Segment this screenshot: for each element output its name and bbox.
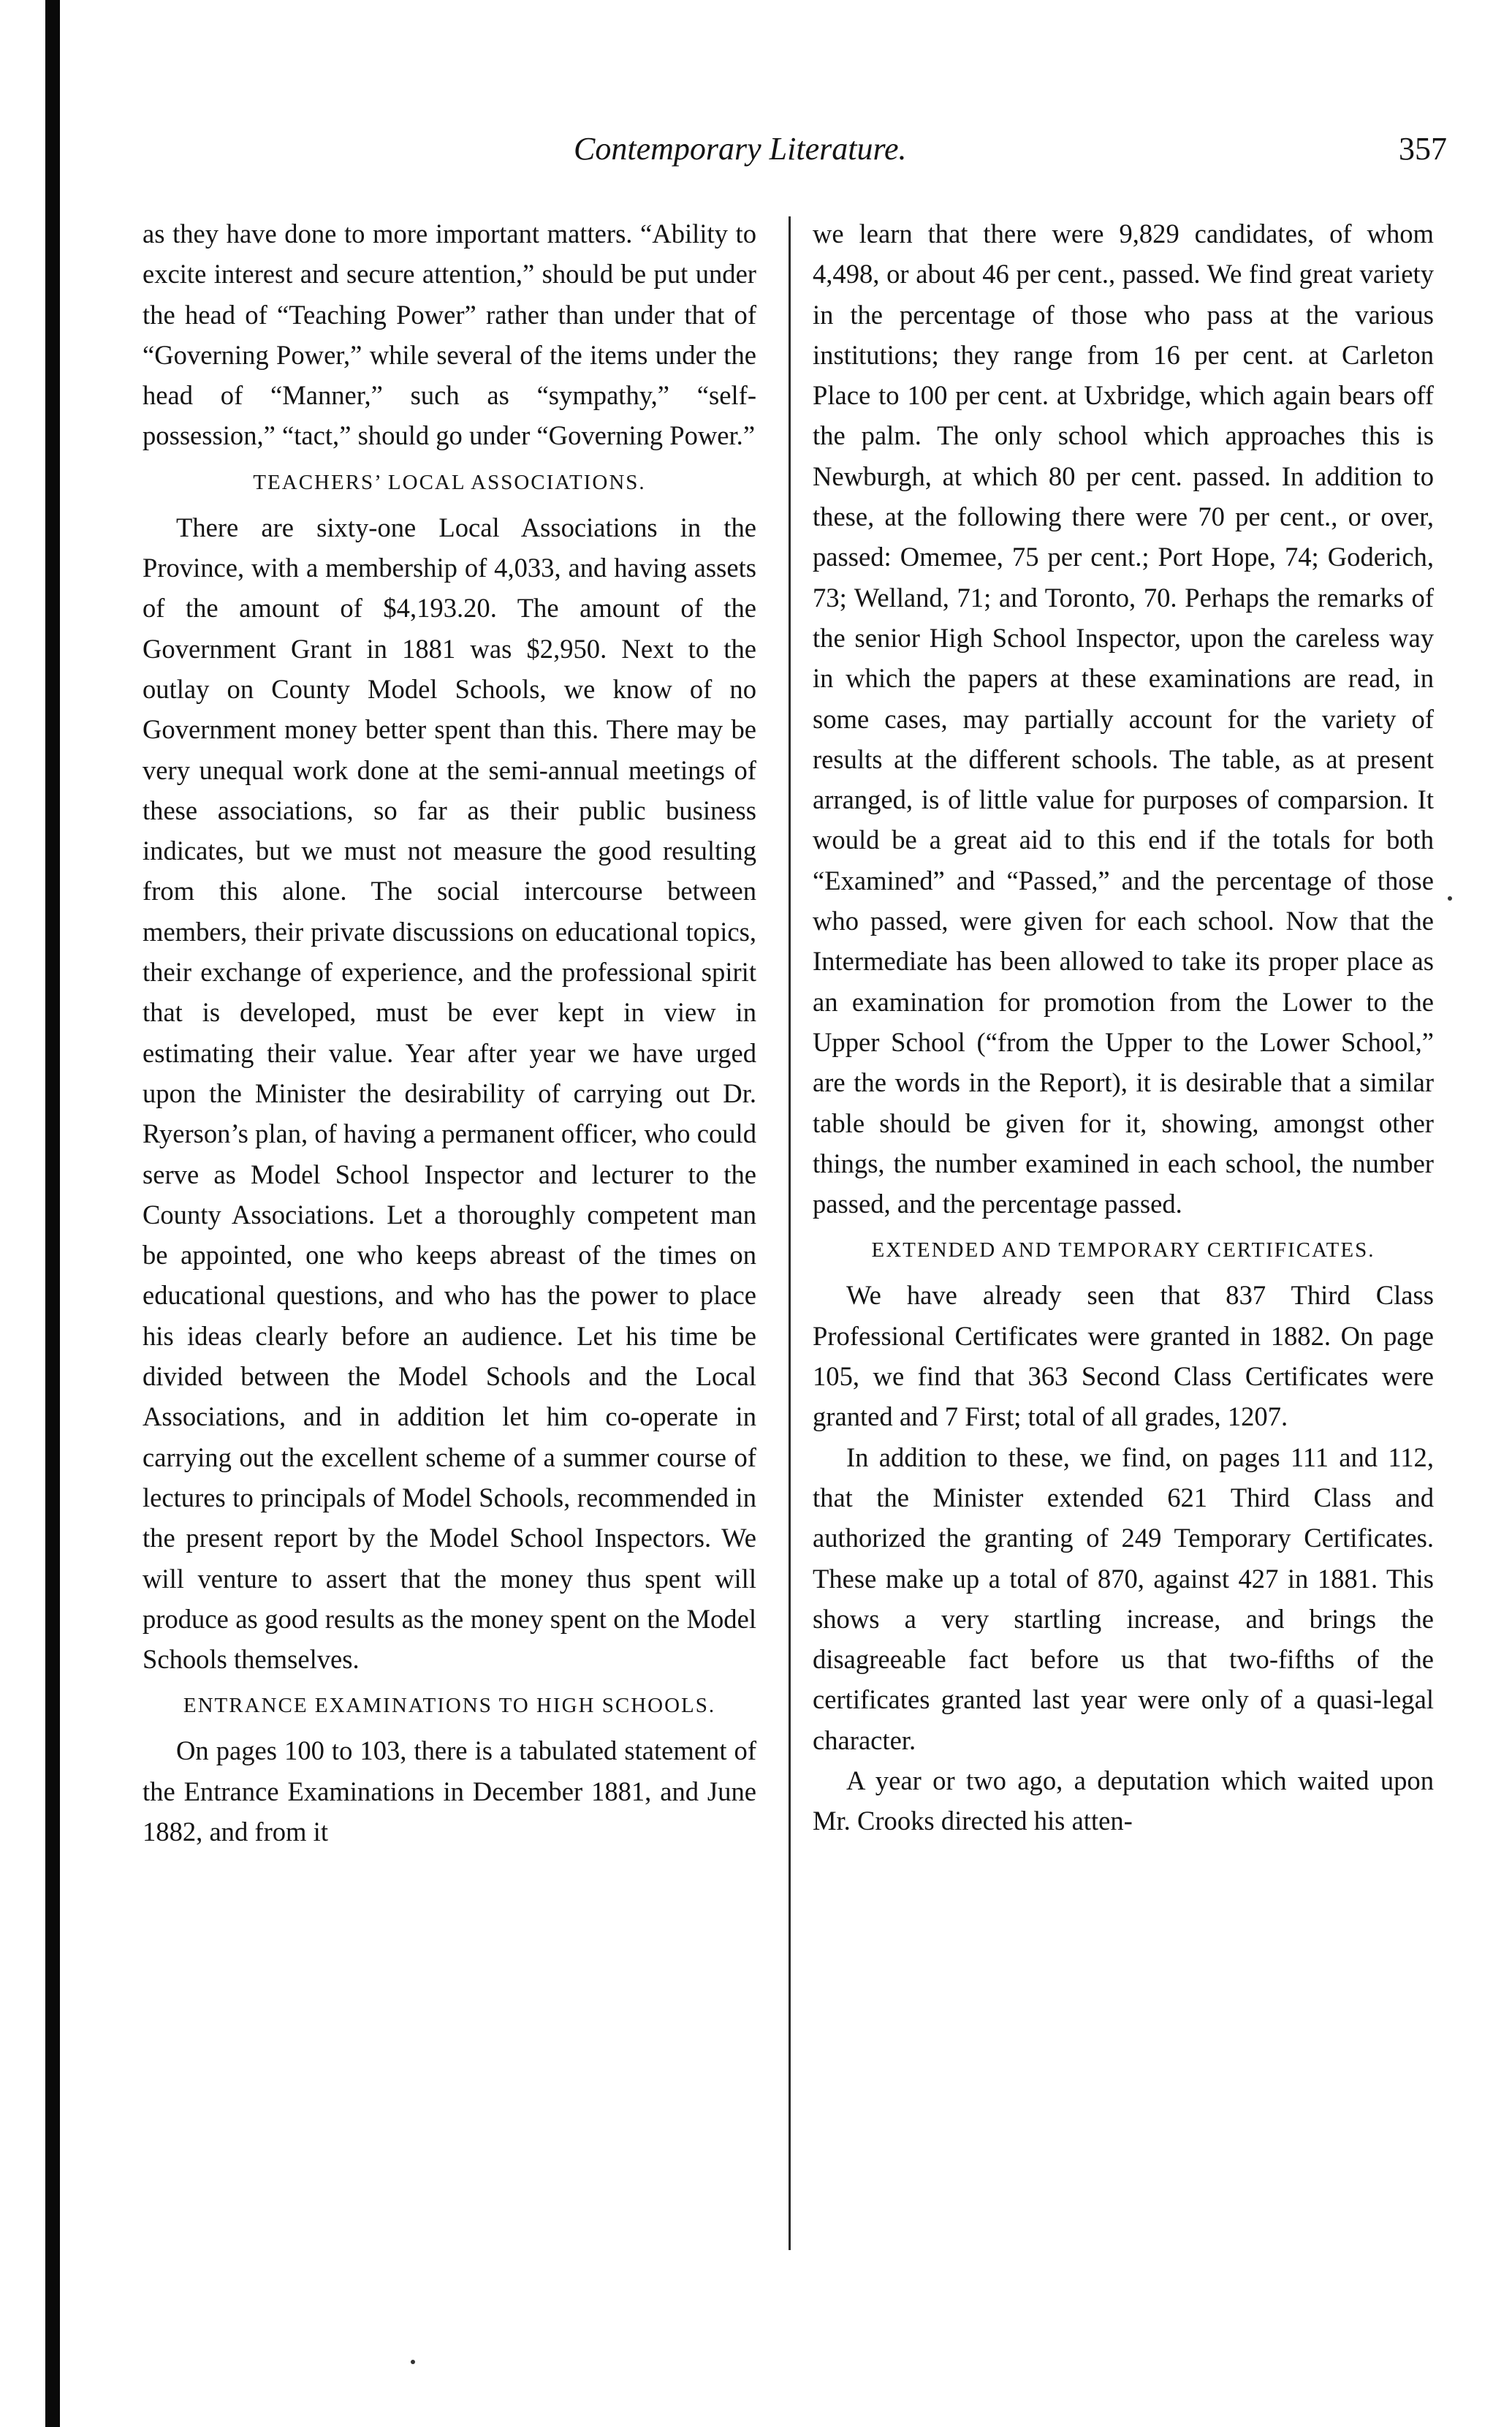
column-divider	[789, 216, 791, 2250]
scan-speck	[1448, 896, 1452, 901]
running-title: Contemporary Literature.	[574, 131, 907, 167]
paragraph-continuation: as they have done to more important matters. “Ability to excite interest and secure attention,” should be put under the head of “Teaching Power” rather than under that of “Governing Power,” while several of the items under the head of “Manner,” such as “sympathy,” “self-possession,” “tact,” should go under “Governing Power.”	[143, 219, 756, 451]
paragraph-local-associations: There are sixty-one Local Associations in the Province, with a membership of 4,033, and having assets of the amount of $4,193.20. The amount of the Government Grant in 1881 was $2,950. Next to the outlay on County Model Schools, we know of no Government money better spent than this. There may be very unequal work done at the semi-annual meetings of these associations, so far as their public business indicates, but we must not measure the good resulting from this alone. The social intercourse between members, their private discussions on educational topics, their exchange of experience, and the professional spirit that is developed, must be ever kept in view in estimating their value. Year after year we have urged upon the Minister the desirability of carrying out Dr. Ryerson’s plan, of having a permanent officer, who could serve as Model School Inspector and lecturer to the County Associations. Let a thoroughly competent man be appointed, one who keeps abreast of the times on educational questions, and who has the power to place his ideas clearly before an audience. Let his time be divided between the Model Schools and the Local Associations, and in addition let him co-operate in carrying out the excellent scheme of a summer course of lectures to principals of Model Schools, recommended in the present report by the Model School Inspectors. We will venture to assert that the money thus spent will produce as good results as the money spent on the Model Schools themselves.	[143, 512, 756, 1675]
left-column	[143, 213, 756, 1852]
right-column	[813, 213, 1434, 1841]
page-number: 357	[1399, 131, 1447, 167]
section-heading-certificates: EXTENDED AND TEMPORARY CERTIFICATES.	[871, 1238, 1375, 1262]
paragraph-deputation: A year or two ago, a deputation which waited upon Mr. Crooks directed his atten-	[813, 1765, 1434, 1836]
running-head	[132, 130, 1447, 181]
scan-speck	[411, 2360, 415, 2364]
paragraph-candidates: we learn that there were 9,829 candidates, of whom 4,498, or about 46 per cent., passed. We find great variety in the percentage of those who pass at the various institutions; they range from 16 per cent. at Carleton Place to 100 per cent. at Uxbridge, which again bears off the palm. The only school which approaches this is Newburgh, at which 80 per cent. passed. In addition to these, at the following there were 70 per cent., or over, passed: Omemee, 75 per cent.; Port Hope, 74; Goderich, 73; Welland, 71; and Toronto, 70. Perhaps the remarks of the senior High School Inspector, upon the careless way in which the papers at these examinations are read, in some cases, may partially account for the variety of results at the different schools. The table, as at present arranged, is of little value for purposes of comparsion. It would be a great aid to this end if the totals for both “Examined” and “Passed,” and the percentage of those who passed, were given for each school. Now that the Intermediate has been allowed to take its proper place as an examination for promotion from the Lower to the Upper School (“from the Upper to the Lower School,” are the words in the Report), it is desirable that a similar table should be given for it, showing, amongst other things, the number examined in each school, the number passed, and the percentage passed.	[813, 219, 1434, 1219]
paragraph-entrance-examinations: On pages 100 to 103, there is a tabulated statement of the Entrance Examinations in December 1881, and June 1882, and from it	[143, 1735, 756, 1847]
paragraph-extended-certificates: In addition to these, we find, on pages 111 and 112, that the Minister extended 621 Third Class and authorized the granting of 249 Temporary Certificates. These make up a total of 870, against 427 in 1881. This shows a very startling increase, and brings the disagreeable fact before us that two-fifths of the certificates granted last year were only of a quasi-legal character.	[813, 1442, 1434, 1755]
section-heading-entrance-examinations: ENTRANCE EXAMINATIONS TO HIGH SCHOOLS.	[183, 1694, 716, 1718]
section-heading-teachers-associations: TEACHERS’ LOCAL ASSOCIATIONS.	[253, 470, 646, 494]
paragraph-third-class-certificates: We have already seen that 837 Third Class Professional Certificates were granted in 1882. On page 105, we find that 363 Second Class Certificates were granted and 7 First; total of all grades, 1207.	[813, 1280, 1434, 1432]
binding-edge	[45, 0, 60, 2427]
